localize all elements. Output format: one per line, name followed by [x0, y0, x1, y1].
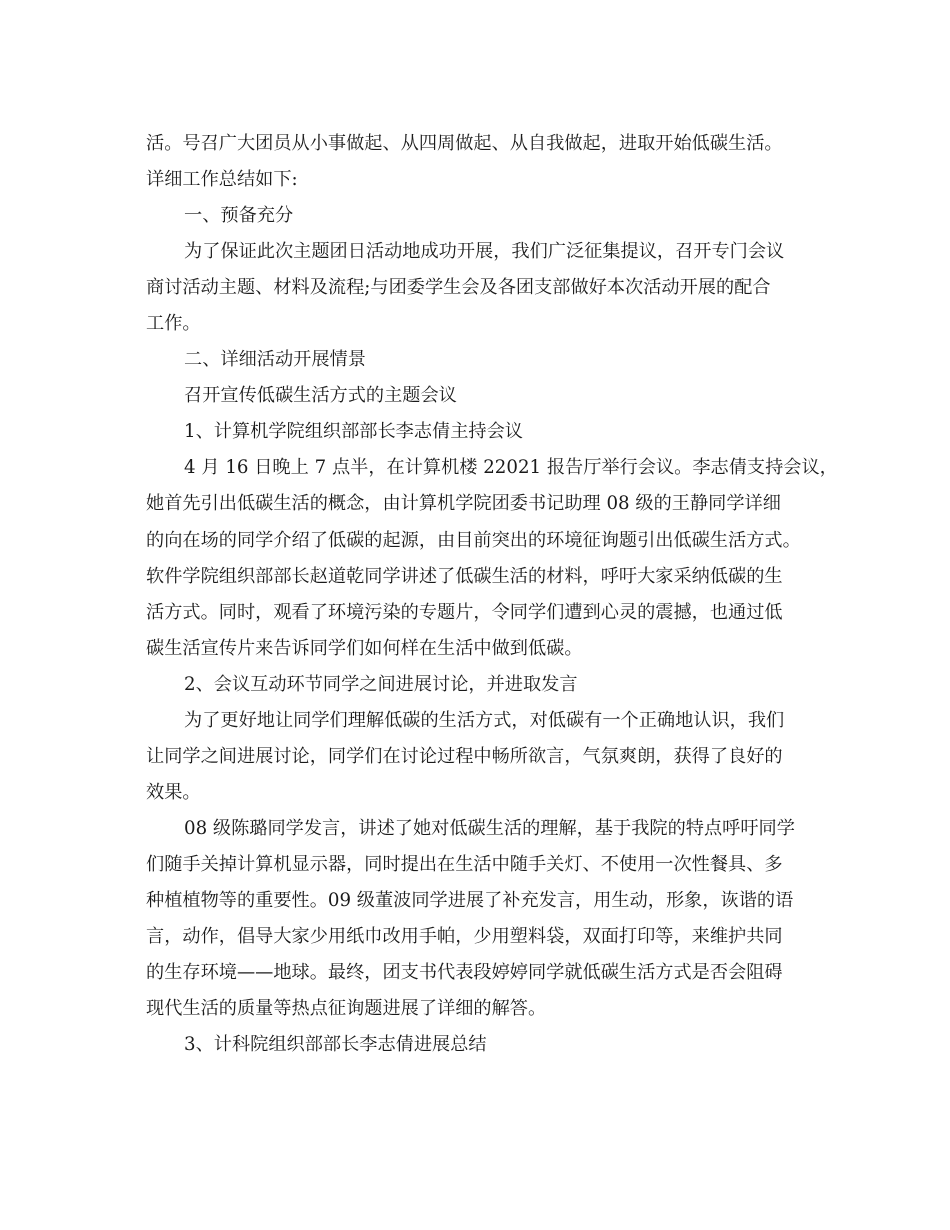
paragraph-line: 软件学院组织部部长赵道乾同学讲述了低碳生活的材料，呼吁大家采纳低碳的生: [146, 565, 783, 587]
paragraph-line: 为了更好地让同学们理解低碳的生活方式，对低碳有一个正确地认识，我们: [184, 709, 785, 731]
subsection-heading: 召开宣传低碳生活方式的主题会议: [184, 385, 457, 407]
paragraph-line: 现代生活的质量等热点征询题进展了详细的解答。: [146, 998, 547, 1020]
section-heading: 二、详细活动开展情景: [184, 349, 366, 371]
paragraph-line: 效果。: [146, 781, 201, 803]
section-heading: 一、预备充分: [184, 205, 294, 227]
paragraph-line: 让同学之间进展讨论，同学们在讨论过程中畅所欲言，气氛爽朗，获得了良好的: [146, 745, 783, 767]
paragraph-line: 活方式。同时，观看了环境污染的专题片，令同学们遭到心灵的震撼，也通过低: [146, 601, 783, 623]
document-body: [146, 126, 838, 1063]
paragraph-line: 商讨活动主题、材料及流程;与团委学生会及各团支部做好本次活动开展的配合: [146, 277, 771, 299]
paragraph-line: 种植植物等的重要性。09 级董波同学进展了补充发言，用生动，形象，诙谐的语: [146, 889, 794, 911]
subsection-heading: 1、计算机学院组织部部长李志倩主持会议: [184, 421, 523, 443]
paragraph-line: 4 月 16 日晚上 7 点半，在计算机楼 22021 报告厅举行会议。李志倩支持会议，: [184, 457, 838, 479]
paragraph-line: 的向在场的同学介绍了低碳的起源，由目前突出的环境征询题引出低碳生活方式。: [146, 529, 801, 551]
paragraph-line: 言，动作，倡导大家少用纸巾改用手帕，少用塑料袋，双面打印等，来维护共同: [146, 926, 783, 948]
subsection-heading: 3、计科院组织部部长李志倩进展总结: [184, 1034, 487, 1056]
paragraph-line: 活。号召广大团员从小事做起、从四周做起、从自我做起，进取开始低碳生活。: [146, 133, 783, 154]
paragraph-line: 工作。: [146, 313, 201, 335]
paragraph-line: 08 级陈璐同学发言，讲述了她对低碳生活的理解，基于我院的特点呼吁同学: [184, 817, 795, 839]
subsection-heading: 2、会议互动环节同学之间进展讨论，并进取发言: [184, 673, 578, 695]
paragraph-line: 她首先引出低碳生活的概念，由计算机学院团委书记助理 08 级的王静同学详细: [146, 493, 781, 515]
paragraph-line: 详细工作总结如下:: [146, 169, 298, 191]
paragraph-line: 们随手关掉计算机显示器，同时提出在生活中随手关灯、不使用一次性餐具、多: [146, 853, 783, 875]
paragraph-line: 碳生活宣传片来告诉同学们如何样在生活中做到低碳。: [146, 637, 583, 659]
paragraph-line: 的生存环境——地球。最终，团支书代表段婷婷同学就低碳生活方式是否会阻碍: [146, 962, 783, 984]
paragraph-line: 为了保证此次主题团日活动地成功开展，我们广泛征集提议，召开专门会议: [184, 241, 785, 263]
